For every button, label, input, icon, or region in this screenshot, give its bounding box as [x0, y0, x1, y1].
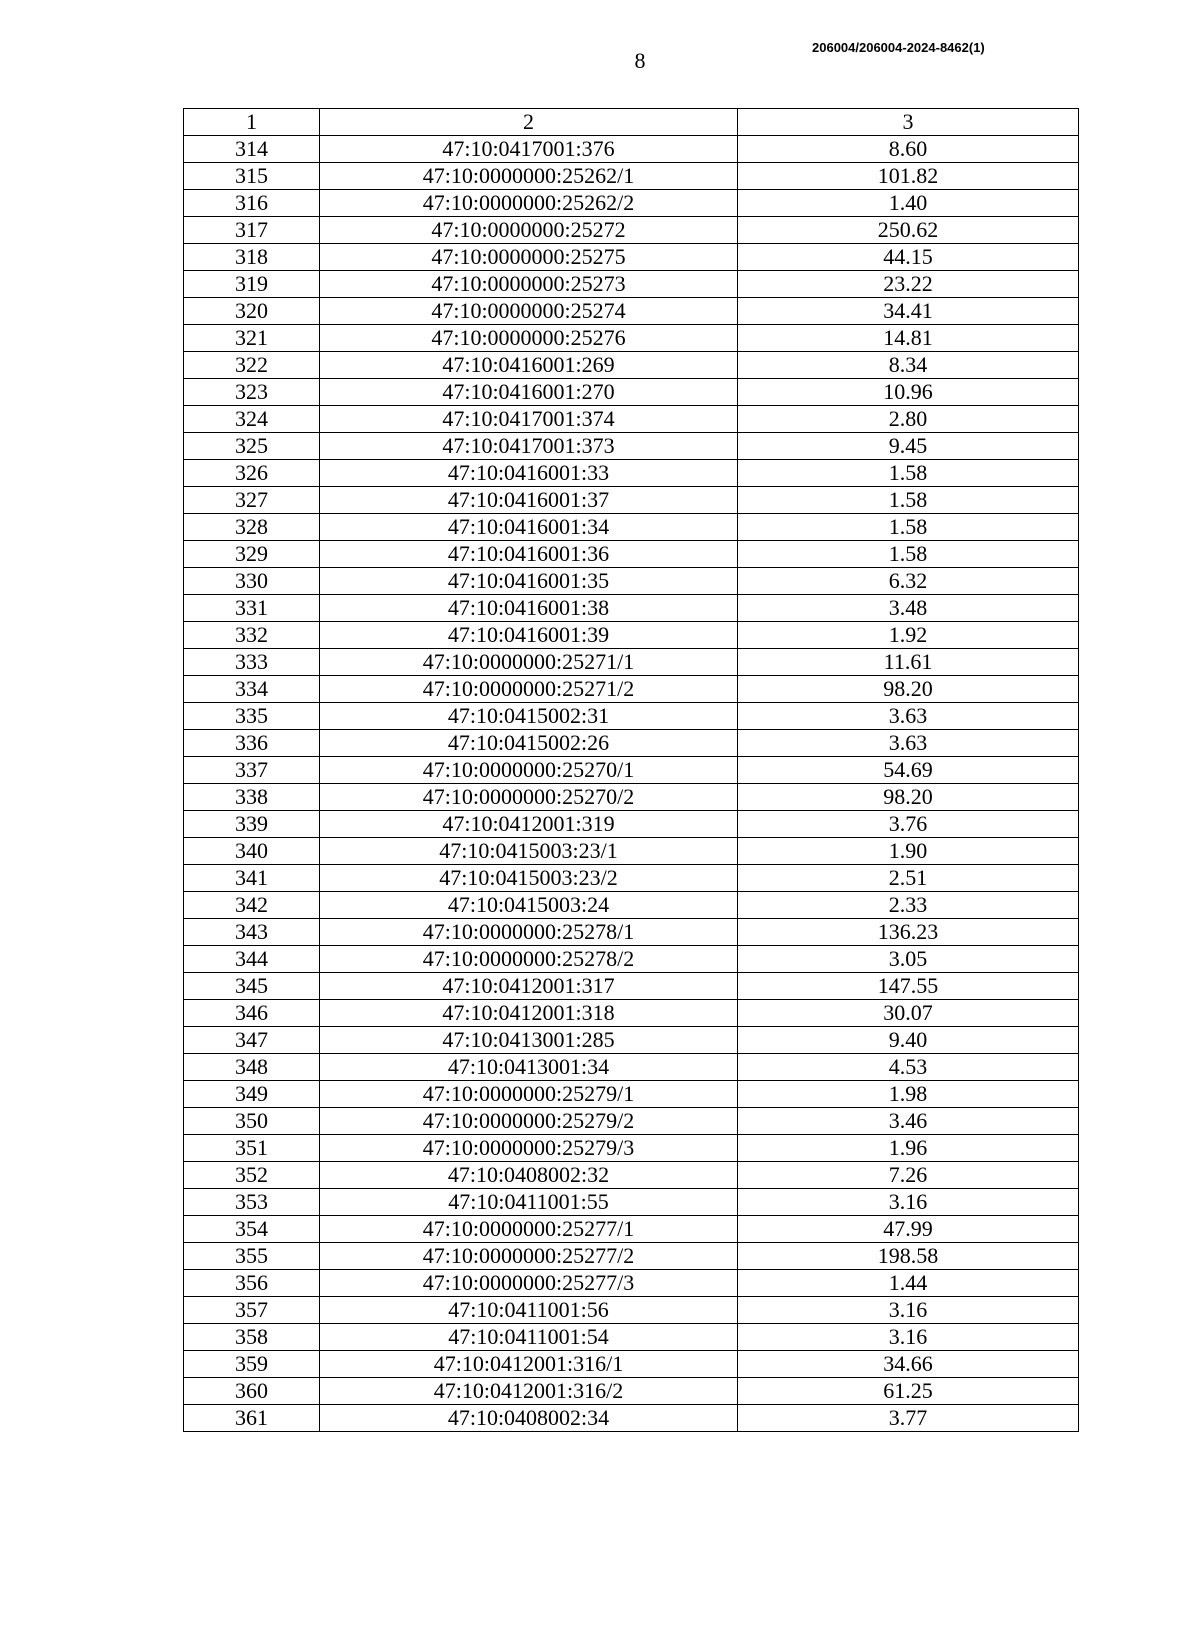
- table-row: [184, 1189, 1079, 1216]
- area-value-cell: 3.48: [738, 595, 1079, 622]
- table-header-row: [184, 109, 1079, 136]
- row-number-cell: 333: [184, 649, 320, 676]
- table-row: [184, 190, 1079, 217]
- area-value-cell: 6.32: [738, 568, 1079, 595]
- area-value-cell: 44.15: [738, 244, 1079, 271]
- table-row: [184, 1135, 1079, 1162]
- row-number-cell: 340: [184, 838, 320, 865]
- table-row: [184, 244, 1079, 271]
- area-value-cell: 3.46: [738, 1108, 1079, 1135]
- cadastral-number-cell: 47:10:0000000:25270/2: [320, 784, 738, 811]
- cadastral-number-cell: 47:10:0000000:25262/1: [320, 163, 738, 190]
- cadastral-number-cell: 47:10:0416001:270: [320, 379, 738, 406]
- area-value-cell: 3.16: [738, 1324, 1079, 1351]
- row-number-cell: 356: [184, 1270, 320, 1297]
- row-number-cell: 353: [184, 1189, 320, 1216]
- area-value-cell: 1.96: [738, 1135, 1079, 1162]
- row-number-cell: 321: [184, 325, 320, 352]
- table-row: [184, 622, 1079, 649]
- area-value-cell: 8.34: [738, 352, 1079, 379]
- column-header: 1: [184, 109, 320, 136]
- cadastral-number-cell: 47:10:0412001:317: [320, 973, 738, 1000]
- table-row: [184, 1324, 1079, 1351]
- cadastral-number-cell: 47:10:0411001:55: [320, 1189, 738, 1216]
- area-value-cell: 3.63: [738, 730, 1079, 757]
- area-value-cell: 54.69: [738, 757, 1079, 784]
- table-row: [184, 379, 1079, 406]
- row-number-cell: 361: [184, 1405, 320, 1432]
- table-row: [184, 595, 1079, 622]
- area-value-cell: 23.22: [738, 271, 1079, 298]
- row-number-cell: 320: [184, 298, 320, 325]
- cadastral-number-cell: 47:10:0000000:25271/1: [320, 649, 738, 676]
- row-number-cell: 335: [184, 703, 320, 730]
- area-value-cell: 2.51: [738, 865, 1079, 892]
- area-value-cell: 2.33: [738, 892, 1079, 919]
- area-value-cell: 1.58: [738, 541, 1079, 568]
- cadastral-number-cell: 47:10:0412001:316/1: [320, 1351, 738, 1378]
- cadastral-number-cell: 47:10:0416001:33: [320, 460, 738, 487]
- row-number-cell: 339: [184, 811, 320, 838]
- table-body: [184, 136, 1079, 1432]
- row-number-cell: 319: [184, 271, 320, 298]
- cadastral-number-cell: 47:10:0000000:25277/2: [320, 1243, 738, 1270]
- cadastral-number-cell: 47:10:0000000:25275: [320, 244, 738, 271]
- table-row: [184, 757, 1079, 784]
- table-row: [184, 568, 1079, 595]
- row-number-cell: 326: [184, 460, 320, 487]
- area-value-cell: 11.61: [738, 649, 1079, 676]
- page-number: 8: [634, 48, 646, 73]
- area-value-cell: 1.58: [738, 514, 1079, 541]
- cadastral-number-cell: 47:10:0412001:318: [320, 1000, 738, 1027]
- cadastral-number-cell: 47:10:0416001:35: [320, 568, 738, 595]
- area-value-cell: 198.58: [738, 1243, 1079, 1270]
- row-number-cell: 338: [184, 784, 320, 811]
- cadastral-number-cell: 47:10:0000000:25279/1: [320, 1081, 738, 1108]
- cadastral-number-cell: 47:10:0000000:25271/2: [320, 676, 738, 703]
- table-row: [184, 406, 1079, 433]
- table-row: [184, 487, 1079, 514]
- cadastral-number-cell: 47:10:0000000:25279/2: [320, 1108, 738, 1135]
- area-value-cell: 98.20: [738, 676, 1079, 703]
- table-row: [184, 433, 1079, 460]
- table-row: [184, 784, 1079, 811]
- cadastral-number-cell: 47:10:0000000:25279/3: [320, 1135, 738, 1162]
- area-value-cell: 136.23: [738, 919, 1079, 946]
- table-row: [184, 1054, 1079, 1081]
- row-number-cell: 355: [184, 1243, 320, 1270]
- cadastral-number-cell: 47:10:0415002:31: [320, 703, 738, 730]
- cadastral-number-cell: 47:10:0000000:25276: [320, 325, 738, 352]
- cadastral-number-cell: 47:10:0000000:25262/2: [320, 190, 738, 217]
- row-number-cell: 317: [184, 217, 320, 244]
- cadastral-number-cell: 47:10:0408002:32: [320, 1162, 738, 1189]
- row-number-cell: 350: [184, 1108, 320, 1135]
- row-number-cell: 342: [184, 892, 320, 919]
- table-row: [184, 163, 1079, 190]
- row-number-cell: 337: [184, 757, 320, 784]
- row-number-cell: 336: [184, 730, 320, 757]
- area-value-cell: 47.99: [738, 1216, 1079, 1243]
- cadastral-number-cell: 47:10:0416001:36: [320, 541, 738, 568]
- table-row: [184, 217, 1079, 244]
- cadastral-number-cell: 47:10:0416001:269: [320, 352, 738, 379]
- table-row: [184, 1405, 1079, 1432]
- row-number-cell: 325: [184, 433, 320, 460]
- area-value-cell: 1.44: [738, 1270, 1079, 1297]
- row-number-cell: 332: [184, 622, 320, 649]
- cadastral-number-cell: 47:10:0416001:37: [320, 487, 738, 514]
- row-number-cell: 348: [184, 1054, 320, 1081]
- table-row: [184, 703, 1079, 730]
- table-row: [184, 973, 1079, 1000]
- row-number-cell: 360: [184, 1378, 320, 1405]
- cadastral-number-cell: 47:10:0415002:26: [320, 730, 738, 757]
- area-value-cell: 101.82: [738, 163, 1079, 190]
- table-row: [184, 136, 1079, 163]
- cadastral-number-cell: 47:10:0411001:54: [320, 1324, 738, 1351]
- area-value-cell: 9.40: [738, 1027, 1079, 1054]
- cadastral-number-cell: 47:10:0413001:285: [320, 1027, 738, 1054]
- row-number-cell: 345: [184, 973, 320, 1000]
- cadastral-number-cell: 47:10:0000000:25272: [320, 217, 738, 244]
- table-row: [184, 1000, 1079, 1027]
- area-value-cell: 8.60: [738, 136, 1079, 163]
- area-value-cell: 3.63: [738, 703, 1079, 730]
- table-row: [184, 649, 1079, 676]
- row-number-cell: 322: [184, 352, 320, 379]
- area-value-cell: 1.58: [738, 487, 1079, 514]
- cadastral-number-cell: 47:10:0408002:34: [320, 1405, 738, 1432]
- table-row: [184, 730, 1079, 757]
- column-header: 2: [320, 109, 738, 136]
- table-row: [184, 1378, 1079, 1405]
- cadastral-number-cell: 47:10:0000000:25270/1: [320, 757, 738, 784]
- row-number-cell: 358: [184, 1324, 320, 1351]
- column-header: 3: [738, 109, 1079, 136]
- row-number-cell: 347: [184, 1027, 320, 1054]
- row-number-cell: 329: [184, 541, 320, 568]
- table-row: [184, 811, 1079, 838]
- table-row: [184, 298, 1079, 325]
- table-row: [184, 325, 1079, 352]
- document-id: 206004/206004-2024-8462(1): [812, 40, 985, 55]
- row-number-cell: 359: [184, 1351, 320, 1378]
- area-value-cell: 1.40: [738, 190, 1079, 217]
- cadastral-number-cell: 47:10:0415003:23/1: [320, 838, 738, 865]
- area-value-cell: 1.90: [738, 838, 1079, 865]
- cadastral-number-cell: 47:10:0411001:56: [320, 1297, 738, 1324]
- row-number-cell: 315: [184, 163, 320, 190]
- table-row: [184, 514, 1079, 541]
- row-number-cell: 354: [184, 1216, 320, 1243]
- table-row: [184, 838, 1079, 865]
- table-row: [184, 271, 1079, 298]
- row-number-cell: 352: [184, 1162, 320, 1189]
- cadastral-number-cell: 47:10:0416001:39: [320, 622, 738, 649]
- area-value-cell: 3.16: [738, 1189, 1079, 1216]
- cadastral-number-cell: 47:10:0412001:319: [320, 811, 738, 838]
- cadastral-number-cell: 47:10:0416001:38: [320, 595, 738, 622]
- area-value-cell: 1.58: [738, 460, 1079, 487]
- row-number-cell: 343: [184, 919, 320, 946]
- area-value-cell: 250.62: [738, 217, 1079, 244]
- cadastral-number-cell: 47:10:0416001:34: [320, 514, 738, 541]
- cadastral-number-cell: 47:10:0000000:25277/3: [320, 1270, 738, 1297]
- row-number-cell: 328: [184, 514, 320, 541]
- cadastral-number-cell: 47:10:0417001:373: [320, 433, 738, 460]
- cadastral-number-cell: 47:10:0415003:23/2: [320, 865, 738, 892]
- row-number-cell: 327: [184, 487, 320, 514]
- row-number-cell: 351: [184, 1135, 320, 1162]
- area-value-cell: 10.96: [738, 379, 1079, 406]
- row-number-cell: 346: [184, 1000, 320, 1027]
- area-value-cell: 30.07: [738, 1000, 1079, 1027]
- row-number-cell: 334: [184, 676, 320, 703]
- area-value-cell: 34.66: [738, 1351, 1079, 1378]
- row-number-cell: 331: [184, 595, 320, 622]
- table-row: [184, 460, 1079, 487]
- table-row: [184, 1351, 1079, 1378]
- area-value-cell: 1.92: [738, 622, 1079, 649]
- cadastral-number-cell: 47:10:0000000:25278/1: [320, 919, 738, 946]
- row-number-cell: 318: [184, 244, 320, 271]
- cadastral-number-cell: 47:10:0000000:25277/1: [320, 1216, 738, 1243]
- table-row: [184, 1270, 1079, 1297]
- table-row: [184, 1081, 1079, 1108]
- cadastral-number-cell: 47:10:0000000:25278/2: [320, 946, 738, 973]
- row-number-cell: 344: [184, 946, 320, 973]
- cadastral-number-cell: 47:10:0413001:34: [320, 1054, 738, 1081]
- cadastral-number-cell: 47:10:0417001:376: [320, 136, 738, 163]
- table-row: [184, 865, 1079, 892]
- table-row: [184, 1027, 1079, 1054]
- row-number-cell: 314: [184, 136, 320, 163]
- row-number-cell: 349: [184, 1081, 320, 1108]
- cadastral-number-cell: 47:10:0000000:25274: [320, 298, 738, 325]
- row-number-cell: 330: [184, 568, 320, 595]
- table-row: [184, 1243, 1079, 1270]
- area-value-cell: 3.77: [738, 1405, 1079, 1432]
- table-row: [184, 1108, 1079, 1135]
- cadastral-number-cell: 47:10:0412001:316/2: [320, 1378, 738, 1405]
- area-value-cell: 14.81: [738, 325, 1079, 352]
- table-row: [184, 1297, 1079, 1324]
- cadastral-number-cell: 47:10:0415003:24: [320, 892, 738, 919]
- row-number-cell: 316: [184, 190, 320, 217]
- table-row: [184, 541, 1079, 568]
- row-number-cell: 324: [184, 406, 320, 433]
- area-value-cell: 61.25: [738, 1378, 1079, 1405]
- row-number-cell: 357: [184, 1297, 320, 1324]
- table-row: [184, 919, 1079, 946]
- table-row: [184, 946, 1079, 973]
- area-value-cell: 2.80: [738, 406, 1079, 433]
- row-number-cell: 341: [184, 865, 320, 892]
- area-value-cell: 147.55: [738, 973, 1079, 1000]
- table-row: [184, 892, 1079, 919]
- area-value-cell: 9.45: [738, 433, 1079, 460]
- area-value-cell: 3.16: [738, 1297, 1079, 1324]
- table-row: [184, 1162, 1079, 1189]
- area-value-cell: 34.41: [738, 298, 1079, 325]
- cadastral-number-cell: 47:10:0417001:374: [320, 406, 738, 433]
- area-value-cell: 1.98: [738, 1081, 1079, 1108]
- area-value-cell: 3.05: [738, 946, 1079, 973]
- area-value-cell: 98.20: [738, 784, 1079, 811]
- table-row: [184, 352, 1079, 379]
- cadastral-number-cell: 47:10:0000000:25273: [320, 271, 738, 298]
- row-number-cell: 323: [184, 379, 320, 406]
- parcel-table: [183, 108, 1079, 1432]
- area-value-cell: 4.53: [738, 1054, 1079, 1081]
- area-value-cell: 3.76: [738, 811, 1079, 838]
- area-value-cell: 7.26: [738, 1162, 1079, 1189]
- table-row: [184, 1216, 1079, 1243]
- table-row: [184, 676, 1079, 703]
